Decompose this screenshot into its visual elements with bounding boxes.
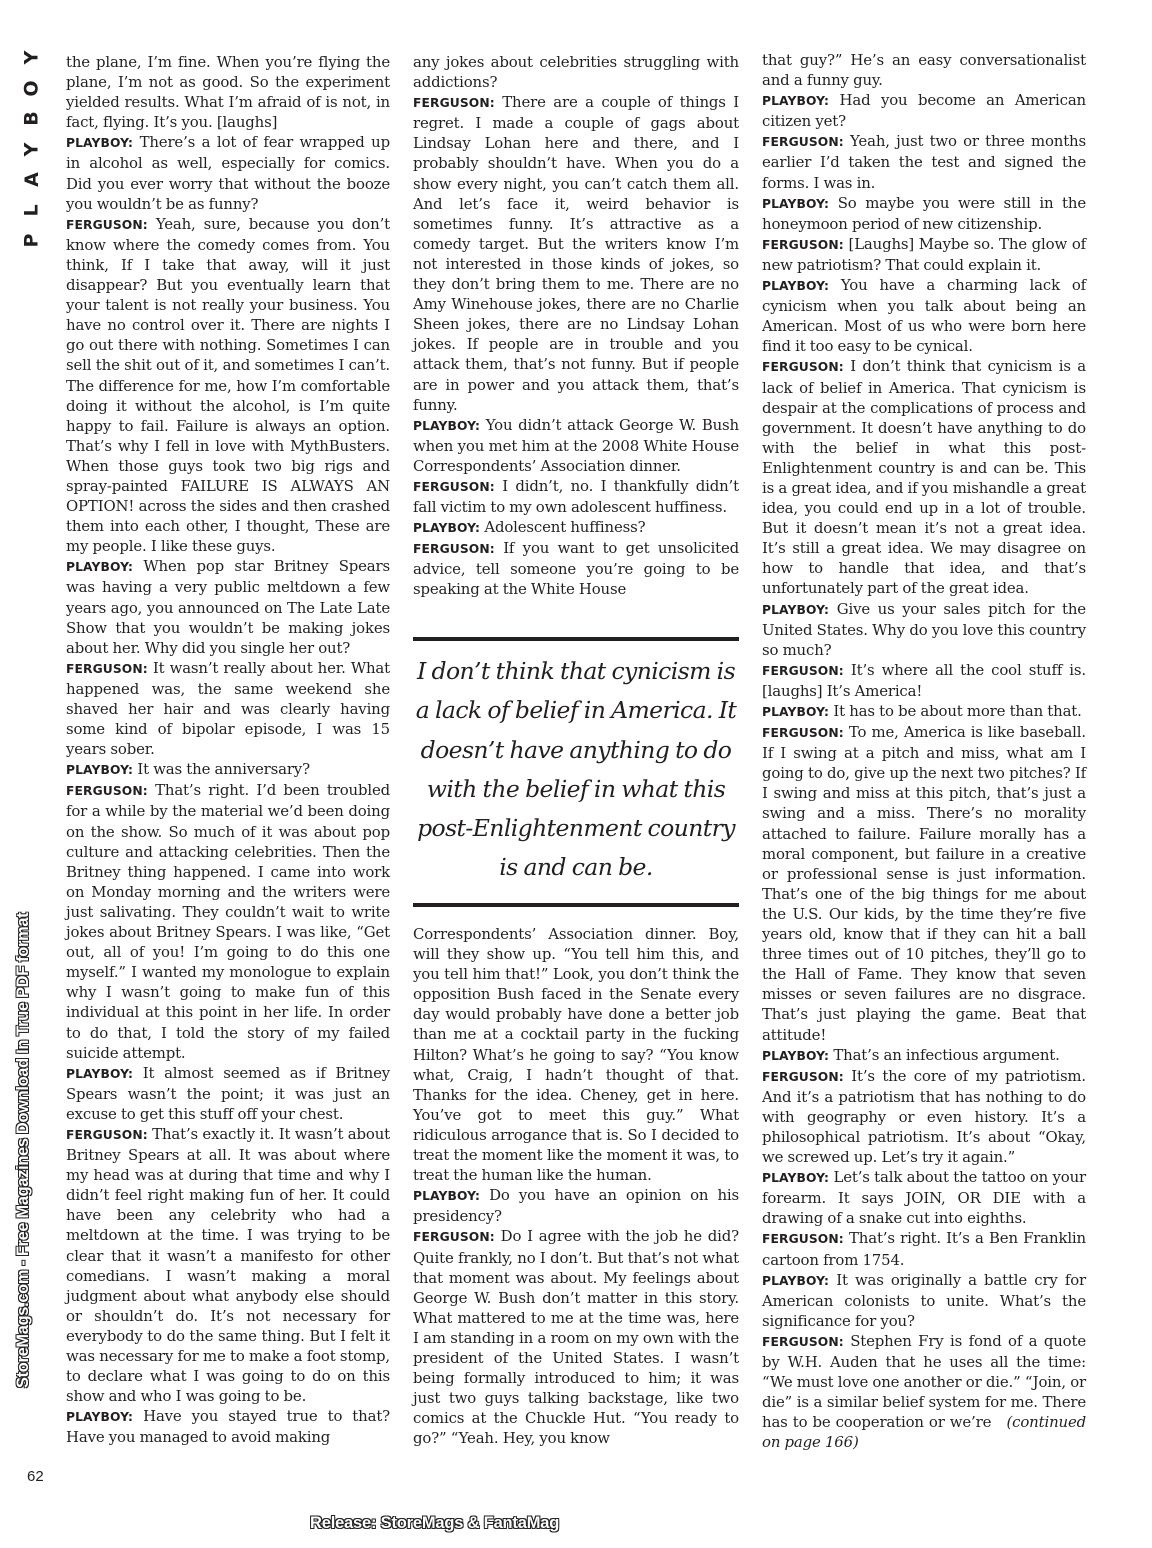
speaker-label: PLAYBOY: — [66, 1066, 134, 1081]
paragraph-text: It’s where all the cool stuff is. [laughs] It’s America! — [762, 660, 1086, 700]
speaker-label: FERGUSON: — [762, 663, 844, 678]
speaker-label: FERGUSON: — [413, 1230, 495, 1245]
interview-paragraph — [66, 780, 390, 1062]
speaker-label: FERGUSON: — [66, 784, 148, 799]
interview-paragraph — [762, 1045, 1086, 1066]
interview-paragraph — [413, 52, 739, 92]
interview-paragraph — [762, 599, 1086, 660]
column-1 — [66, 52, 390, 1447]
interview-paragraph — [66, 132, 390, 213]
paragraph-text: I didn’t, no. I thankfully didn’t fall victim to my own adolescent huffiness. — [413, 476, 739, 517]
paragraph-text: Had you become an American citizen yet? — [762, 91, 1086, 131]
interview-paragraph — [66, 1406, 390, 1447]
speaker-label: PLAYBOY: — [762, 196, 830, 211]
paragraph-text: That’s right. I’d been troubled for a while by the material we’d been doing on the show. So much of it was about pop culture and attacking celebrities. Then the Britney thing happened. I came into work on Monday morning and the writers were just salivating. They couldn’t wait to write jokes about Britney Spears. I was like, “Get out, all of you! I’m going to do this one myself.” I wanted my monologue to explain why I wasn’t going to make fun of this individual at this point in her life. In order to do that, I told the story of my failed suicide attempt. — [66, 781, 390, 1062]
interview-paragraph — [762, 660, 1086, 701]
speaker-label: PLAYBOY: — [762, 602, 830, 617]
paragraph-text: Give us your sales pitch for the United States. Why do you love this country so much? — [762, 599, 1086, 659]
interview-paragraph — [413, 538, 739, 599]
paragraph-text: You have a charming lack of cynicism when you talk about being an American. Most of us who were born here find it too easy to be cynical. — [762, 276, 1086, 356]
continued-note: (continued on page 166) — [762, 1413, 1086, 1452]
speaker-label: FERGUSON: — [762, 360, 844, 375]
speaker-label: FERGUSON: — [762, 726, 844, 741]
interview-paragraph — [762, 1167, 1086, 1228]
masthead-letter: P — [20, 233, 43, 248]
speaker-label: FERGUSON: — [413, 542, 495, 557]
speaker-label: PLAYBOY: — [762, 1171, 830, 1186]
column-2-bottom — [413, 924, 739, 1448]
speaker-label: FERGUSON: — [66, 217, 148, 232]
pull-quote: I don’t think that cynicism is a lack of belief in America. It doesn’t have anything to do with the belief in what this post-Enlightenment country is and can be. — [415, 657, 737, 882]
speaker-label: PLAYBOY: — [66, 1410, 134, 1425]
speaker-label: FERGUSON: — [762, 1334, 844, 1349]
masthead-letter: O — [20, 79, 43, 97]
paragraph-text: Stephen Fry is fond of a quote by W.H. Auden that he uses all the time: “We must love one another or die.” “Join, or die” is a similar belief system for me. There has to be cooperation or we’re — [762, 1331, 1086, 1432]
paragraph-text: Adolescent huffiness? — [484, 518, 646, 537]
speaker-label: PLAYBOY: — [66, 763, 134, 778]
interview-paragraph — [762, 90, 1086, 131]
masthead-letter: Y — [20, 50, 43, 65]
speaker-label: FERGUSON: — [413, 96, 495, 111]
interview-paragraph — [413, 415, 739, 476]
interview-paragraph — [66, 759, 390, 780]
speaker-label: PLAYBOY: — [66, 560, 134, 575]
speaker-label: PLAYBOY: — [413, 418, 481, 433]
speaker-label: PLAYBOY: — [762, 705, 830, 719]
speaker-label: PLAYBOY: — [762, 1273, 830, 1288]
speaker-label: FERGUSON: — [66, 1127, 148, 1142]
paragraph-text: Do you have an opinion on his presidency? — [413, 1186, 739, 1226]
interview-paragraph — [413, 517, 739, 538]
speaker-label: FERGUSON: — [413, 479, 495, 494]
masthead-letter: L — [20, 203, 43, 217]
paragraph-text: any jokes about celebrities struggling with addictions? — [413, 53, 739, 92]
column-2-top — [413, 52, 739, 600]
pull-quote-rule-top — [413, 637, 739, 641]
masthead-letter: A — [20, 172, 43, 187]
interview-paragraph — [413, 476, 739, 517]
paragraph-text: When pop star Britney Spears was having a very public meltdown a few years ago, you announced on The Late Late Show that you wouldn’t be making jokes about her. Why did you single her out? — [66, 557, 390, 657]
paragraph-text: You didn’t attack George W. Bush when you met him at the 2008 White House Correspondents’ Association dinner. — [413, 415, 739, 475]
paragraph-text: Let’s talk about the tattoo on your forearm. It says JOIN, OR DIE with a drawing of a snake cut into eighths. — [762, 1168, 1086, 1228]
interview-paragraph — [762, 193, 1086, 234]
interview-paragraph — [413, 1226, 739, 1448]
interview-paragraph — [66, 1063, 390, 1124]
interview-paragraph — [762, 234, 1086, 275]
paragraph-text: There’s a lot of fear wrapped up in alcohol as well, especially for comics. Did you ever worry that without the booze you wouldn’t be as funny? — [66, 133, 390, 213]
interview-paragraph — [762, 701, 1086, 722]
interview-paragraph — [762, 722, 1086, 1045]
speaker-label: PLAYBOY: — [762, 94, 830, 109]
paragraph-text: That’s an infectious argument. — [833, 1045, 1060, 1064]
interview-paragraph — [66, 658, 390, 759]
interview-paragraph — [413, 924, 739, 1185]
speaker-label: FERGUSON: — [762, 135, 844, 150]
paragraph-text: Yeah, just two or three months earlier I’d taken the test and signed the forms. I was in. — [762, 132, 1086, 192]
paragraph-text: that guy?” He’s an easy conversationalist and a funny guy. — [762, 51, 1086, 90]
interview-paragraph — [762, 1331, 1086, 1453]
interview-paragraph — [66, 1124, 390, 1406]
interview-paragraph — [413, 1185, 739, 1226]
paragraph-text: It has to be about more than that. — [833, 702, 1082, 720]
paragraph-text: That’s exactly it. It wasn’t about Britney Spears at all. It was about where my head was at during that time and why I didn’t feel right making fun of her. It could have been any celebrity who had a meltdown at the time. I was trying to be clear that it wasn’t a manifesto for other comedians. I wasn’t making a moral judgment about what anybody else should or shouldn’t do. It’s not necessary for everybody to do the same thing. But I felt it was necessary for me to make a foot stomp, to declare what I was going to do on this show and who I was going to be. — [66, 1124, 390, 1406]
speaker-label: FERGUSON: — [762, 237, 844, 252]
interview-paragraph — [66, 52, 390, 132]
speaker-label: PLAYBOY: — [413, 1189, 481, 1204]
masthead-letter: Y — [20, 142, 43, 156]
interview-paragraph — [762, 275, 1086, 356]
speaker-label: PLAYBOY: — [66, 136, 134, 151]
interview-paragraph — [762, 1270, 1086, 1331]
interview-paragraph — [762, 1228, 1086, 1269]
paragraph-text: To me, America is like baseball. If I swing at a pitch and miss, what am I going to do, give up the next two pitches? If I swing and miss at this pitch, that’s just a swing and a miss. There’s no morality attached to failure. Failure morally has a moral component, but failure in a creative or professional sense is just information. That’s one of the big things for me about the U.S. Our kids, by the time they’re five years old, know that if they can hit a ball three times out of 10 pitches, they’ll go to the Hall of Fame. They know that seven misses or seven failures are no disgrace. That’s just playing the game. Beat that attitude! — [762, 723, 1086, 1044]
interview-paragraph — [66, 556, 390, 657]
speaker-label: PLAYBOY: — [762, 1048, 830, 1063]
speaker-label: FERGUSON: — [762, 1232, 844, 1247]
release-line: Release: StoreMags & FantaMag — [310, 1514, 560, 1532]
paragraph-text: the plane, I’m fine. When you’re flying the plane, I’m not as good. So the experiment yielded results. What I’m afraid of is not, in fact, flying. It’s you. [laughs] — [66, 53, 390, 132]
paragraph-text: Yeah, sure, because you don’t know where the comedy comes from. You think, If I take that away, will it just disappear? But you eventually learn that your talent is not really your business. You have no control over it. There are nights I go out there with nothing. Sometimes I can sell the shit out of it, and sometimes I can’t. The difference for me, how I’m comfortable doing it without the alcohol, is I’m quite happy to fail. Failure is always an option. That’s why I fell in love with MythBusters. When those guys took two big rigs and spray-painted FAILURE IS ALWAYS AN OPTION! across the sides and then crashed them into each other, I thought, These are my people. I like these guys. — [66, 214, 390, 556]
paragraph-text: It’s the core of my patriotism. And it’s a patriotism that has nothing to do with geography or even history. It’s a philosophical patriotism. It’s about “Okay, we screwed up. Let’s try it again.” — [762, 1066, 1086, 1167]
pull-quote-rule-bottom — [413, 903, 739, 907]
masthead-letter: B — [20, 111, 43, 126]
paragraph-text: I don’t think that cynicism is a lack of belief in America. That cynicism is despair at the complications of process and government. It doesn’t have anything to do with the belief in what this post-Enlightenment country is and can be. This is a great idea, and if you mishandle a great idea, you could end up in a lot of trouble. But it doesn’t mean it’s not a great idea. It’s still a great idea. We may disagree on how to handle that idea, and that’s unfortunately part of the great idea. — [762, 357, 1086, 598]
paragraph-text: So maybe you were still in the honeymoon period of new citizenship. — [762, 193, 1086, 233]
interview-paragraph — [762, 356, 1086, 598]
interview-paragraph — [762, 1066, 1086, 1167]
speaker-label: FERGUSON: — [762, 1069, 844, 1084]
paragraph-text: It almost seemed as if Britney Spears wasn’t the point; it was just an excuse to get this stuff off your chest. — [66, 1063, 390, 1123]
interview-paragraph — [762, 50, 1086, 90]
paragraph-text: Do I agree with the job he did? Quite frankly, no I don’t. But that’s not what that moment was about. My feelings about George W. Bush don’t matter in this story. What mattered to me at the time was, here I am standing in a room on my own with the president of the United States. I wasn’t being formally introduced to him; it was just two guys talking backstage, like two comics at the Chuckle Hut. “You ready to go?” “Yeah. Hey, you know — [413, 1227, 739, 1448]
interview-paragraph — [66, 214, 390, 557]
interview-paragraph — [762, 131, 1086, 192]
speaker-label: PLAYBOY: — [762, 279, 830, 294]
paragraph-text: [Laughs] Maybe so. The glow of new patriotism? That could explain it. — [762, 234, 1086, 274]
side-watermark: StoreMags.com - Free Magazines Download In True PDF format — [14, 912, 32, 1388]
paragraph-text: Correspondents’ Association dinner. Boy, will they show up. “You tell him this, and you tell him that!” Look, you don’t think the opposition Bush faced in the Senate every day would probably have done a better job than me at a cocktail party in the fucking Hilton? What’s he going to say? “You know what, Craig, I hadn’t thought of that. Thanks for the idea. Cheney, get in here. You’ve got to meet this guy.” What ridiculous arrogance that is. So I decided to treat the moment like the moment it was, to treat the human like the human. — [413, 925, 739, 1185]
paragraph-text: It wasn’t really about her. What happened was, the same weekend she shaved her hair and was clearly having some kind of bipolar episode, I was 15 years sober. — [66, 658, 390, 759]
paragraph-text: There are a couple of things I regret. I made a couple of gags about Lindsay Lohan here and there, and I probably shouldn’t have. When you do a show every night, you can’t catch them all. And let’s face it, weird behavior is sometimes funny. It’s attractive as a comedy target. But the writers know I’m not interested in those kinds of jokes, so they don’t bring them to me. There are no Amy Winehouse jokes, there are no Charlie Sheen jokes, there are no Lindsay Lohan jokes. If people are in trouble and you attack them, that’s not funny. But if people are in power and you attack them, that’s funny. — [413, 93, 739, 414]
interview-paragraph — [413, 92, 739, 415]
paragraph-text: Have you stayed true to that? Have you managed to avoid making — [66, 1407, 390, 1447]
paragraph-text: It was originally a battle cry for American colonists to unite. What’s the significance for you? — [762, 1270, 1086, 1330]
column-3 — [762, 50, 1086, 1452]
paragraph-text: If you want to get unsolicited advice, tell someone you’re going to be speaking at the White House — [413, 539, 739, 599]
page-number: 62 — [27, 1468, 44, 1485]
masthead-vertical — [19, 48, 45, 262]
speaker-label: FERGUSON: — [66, 661, 148, 676]
paragraph-text: It was the anniversary? — [137, 760, 310, 779]
speaker-label: PLAYBOY: — [413, 521, 481, 536]
paragraph-text: That’s right. It’s a Ben Franklin cartoon from 1754. — [762, 1229, 1086, 1269]
